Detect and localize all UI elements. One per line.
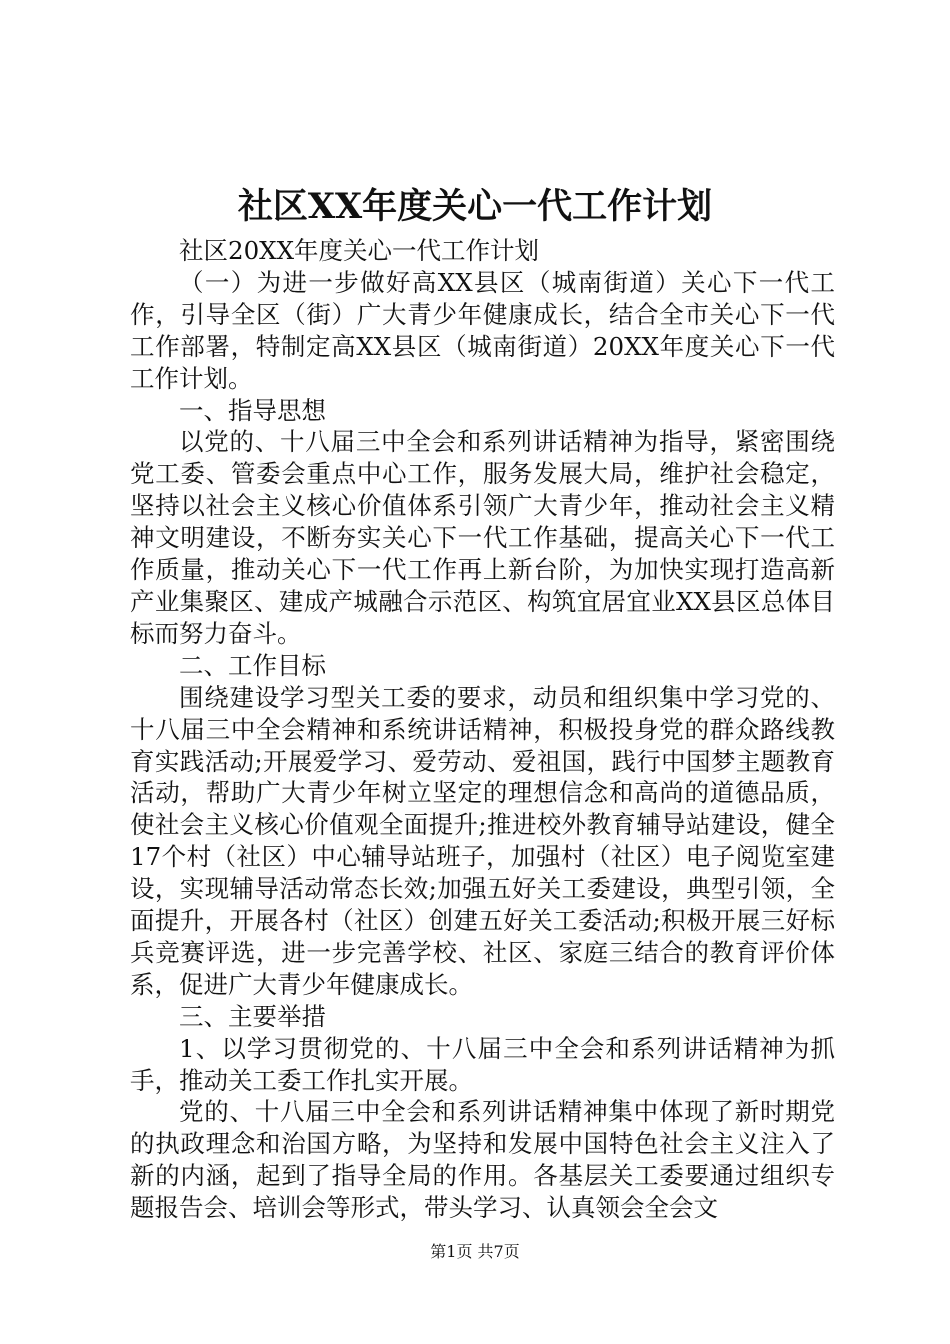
section-heading-main-measures: 三、主要举措	[179, 1001, 326, 1031]
work-goals-paragraph: 围绕建设学习型关工委的要求，动员和组织集中学习党的、十八届三中全会精神和系统讲话精神，积极投身党的群众路线教育实践活动;开展爱学习、爱劳动、爱祖国，践行中国梦主题教育活动，帮助广大青少年树立坚定的理想信念和高尚的道德品质，使社会主义核心价值观全面提升;推进校外教育辅导站建设，健全17个村（社区）中心辅导站班子，加强村（社区）电子阅览室建设，实现辅导活动常态长效;加强五好关工委建设，典型引领，全面提升，开展各村（社区）创建五好关工委活动;积极开展三好标兵竞赛评选，进一步完善学校、社区、家庭三结合的教育评价体系，促进广大青少年健康成长。	[130, 682, 835, 999]
section-heading-work-goals: 二、工作目标	[179, 650, 326, 680]
measure-1-detail-paragraph: 党的、十八届三中全会和系列讲话精神集中体现了新时期党的执政理念和治国方略，为坚持和发展中国特色社会主义注入了新的内涵，起到了指导全局的作用。各基层关工委要通过组织专题报告会、培训会等形式，带头学习、认真领会全会文	[130, 1097, 835, 1223]
guiding-thought-paragraph: 以党的、十八届三中全会和系列讲话精神为指导，紧密围绕党工委、管委会重点中心工作，服务发展大局，维护社会稳定，坚持以社会主义核心价值体系引领广大青少年，推动社会主义精神文明建设，不断夯实关心下一代工作基础，提高关心下一代工作质量，推动关心下一代工作再上新台阶，为加快实现打造高新产业集聚区、建成产城融合示范区、构筑宜居宜业XX县区总体目标而努力奋斗。	[130, 427, 835, 648]
intro-paragraph: （一）为进一步做好高XX县区（城南街道）关心下一代工作，引导全区（街）广大青少年健康成长，结合全市关心下一代工作部署，特制定高XX县区（城南街道）20XX年度关心下一代工作计划。	[130, 267, 835, 393]
document-body	[130, 235, 835, 1224]
measure-1-paragraph: 1、以学习贯彻党的、十八届三中全会和系列讲话精神为抓手，推动关工委工作扎实开展。	[130, 1033, 835, 1095]
subtitle-paragraph: 社区20XX年度关心一代工作计划	[179, 236, 540, 265]
section-heading-guiding-thought: 一、指导思想	[179, 395, 326, 425]
page-number-footer: 第1页 共7页	[430, 1242, 520, 1261]
document-title: 社区XX年度关心一代工作计划	[237, 186, 713, 227]
